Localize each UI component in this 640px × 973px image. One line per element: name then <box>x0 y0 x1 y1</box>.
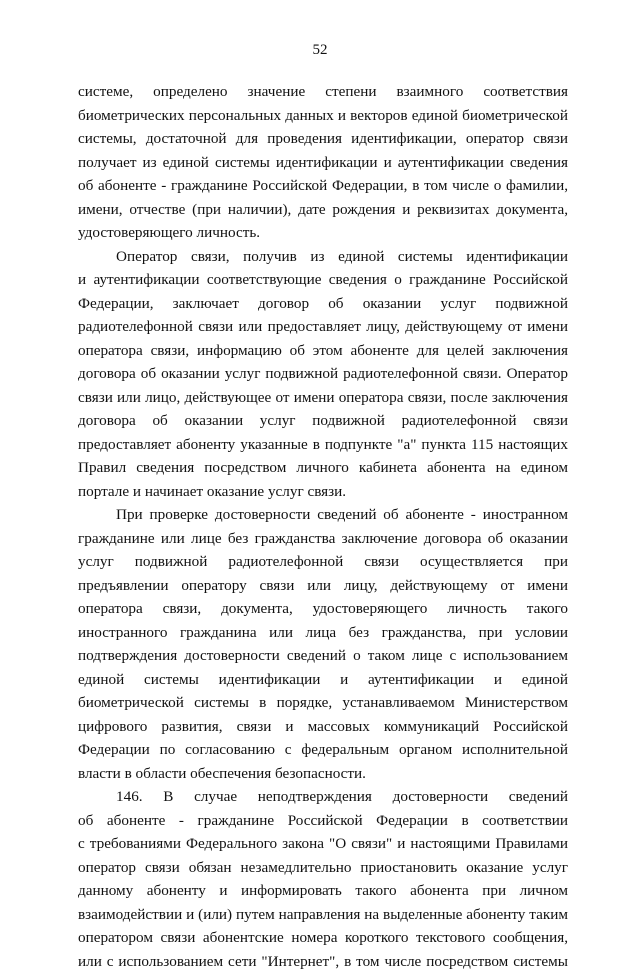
text-line: гражданине или лице без гражданства заключение договора об оказании <box>78 527 568 551</box>
text-line: об абоненте - гражданине Российской Федерации в соответствии <box>78 809 568 833</box>
text-line: Федерации, заключает договор об оказании услуг подвижной <box>78 292 568 316</box>
text-line: системе, определено значение степени взаимного соответствия <box>78 80 568 104</box>
text-line: Оператор связи, получив из единой системы идентификации <box>78 245 568 269</box>
text-line: власти в области обеспечения безопасности. <box>78 762 568 786</box>
text-line: оператора связи, документа, удостоверяющего личность такого <box>78 597 568 621</box>
paragraph <box>78 80 568 245</box>
text-line: иностранного гражданина или лица без гражданства, при условии <box>78 621 568 645</box>
text-line: системы, достаточной для проведения идентификации, оператор связи <box>78 127 568 151</box>
text-line: биометрической системы в порядке, устанавливаемом Министерством <box>78 691 568 715</box>
paragraph <box>78 503 568 785</box>
paragraph <box>78 785 568 973</box>
text-line: об абоненте - гражданине Российской Федерации, в том числе о фамилии, <box>78 174 568 198</box>
text-line: или с использованием сети "Интернет", в том числе посредством системы <box>78 950 568 973</box>
text-line: и аутентификации соответствующие сведения о гражданине Российской <box>78 268 568 292</box>
text-line: договора об оказании услуг подвижной радиотелефонной связи. Оператор <box>78 362 568 386</box>
text-line: предъявлении оператору связи или лицу, действующему от имени <box>78 574 568 598</box>
text-line: Федерации по согласованию с федеральным органом исполнительной <box>78 738 568 762</box>
text-line: имени, отчестве (при наличии), дате рождения и реквизитах документа, <box>78 198 568 222</box>
text-line: При проверке достоверности сведений об абоненте - иностранном <box>78 503 568 527</box>
text-line: получает из единой системы идентификации и аутентификации сведения <box>78 151 568 175</box>
document-body <box>78 80 568 973</box>
text-line: предоставляет абоненту указанные в подпункте "а" пункта 115 настоящих <box>78 433 568 457</box>
text-line: услуг подвижной радиотелефонной связи осуществляется при <box>78 550 568 574</box>
text-line: взаимодействии и (или) путем направления на выделенные абоненту таким <box>78 903 568 927</box>
text-line: оператор связи обязан незамедлительно приостановить оказание услуг <box>78 856 568 880</box>
text-line: подтверждения достоверности сведений о таком лице с использованием <box>78 644 568 668</box>
paragraph <box>78 245 568 504</box>
text-line: оператором связи абонентские номера короткого текстового сообщения, <box>78 926 568 950</box>
text-line: радиотелефонной связи или предоставляет лицу, действующему от имени <box>78 315 568 339</box>
text-line: оператора связи, информацию об этом абоненте для целей заключения <box>78 339 568 363</box>
text-line: единой системы идентификации и аутентификации и единой <box>78 668 568 692</box>
text-line: данному абоненту и информировать такого абонента при личном <box>78 879 568 903</box>
text-line: 146. В случае неподтверждения достоверности сведений <box>78 785 568 809</box>
page-number: 52 <box>0 40 640 60</box>
text-line: цифрового развития, связи и массовых коммуникаций Российской <box>78 715 568 739</box>
text-line: связи или лицо, действующее от имени оператора связи, после заключения <box>78 386 568 410</box>
text-line: с требованиями Федерального закона "О связи" и настоящими Правилами <box>78 832 568 856</box>
text-line: портале и начинает оказание услуг связи. <box>78 480 568 504</box>
text-line: договора об оказании услуг подвижной радиотелефонной связи <box>78 409 568 433</box>
text-line: Правил сведения посредством личного кабинета абонента на едином <box>78 456 568 480</box>
text-line: удостоверяющего личность. <box>78 221 568 245</box>
text-line: биометрических персональных данных и векторов единой биометрической <box>78 104 568 128</box>
